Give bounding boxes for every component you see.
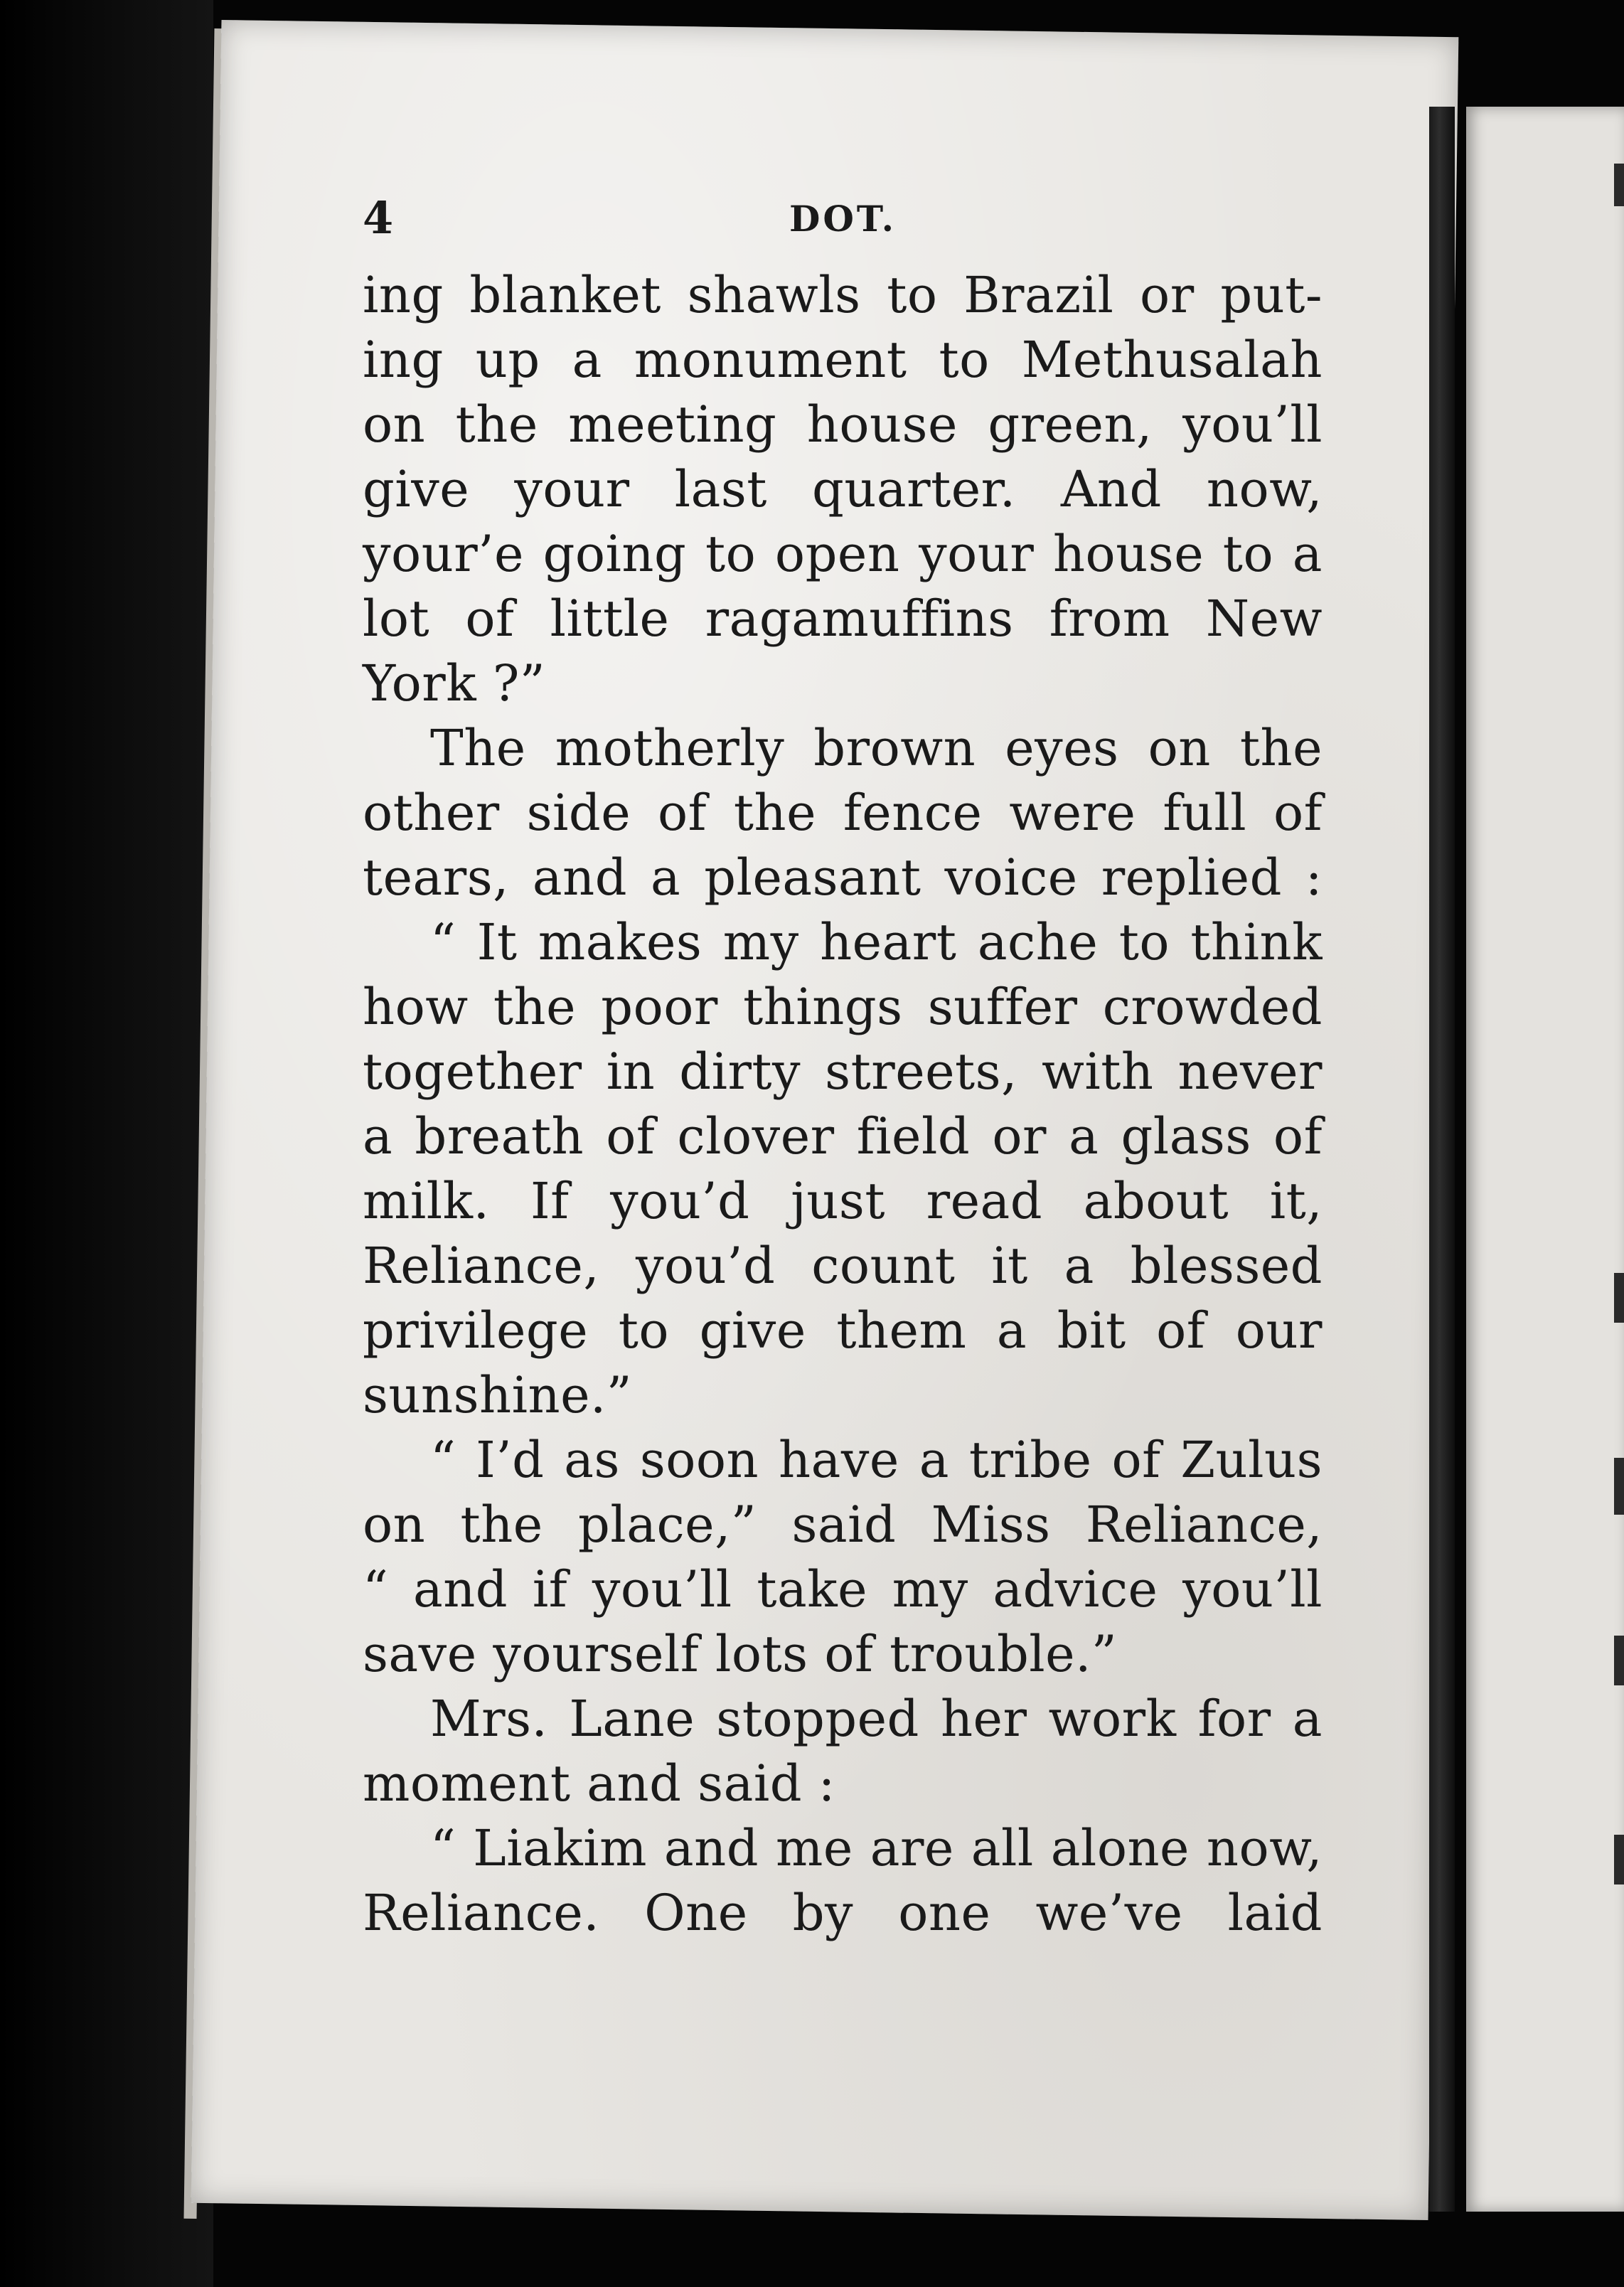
text-line: tears, and a pleasant voice replied : — [363, 848, 1323, 907]
left-edge-shadow — [0, 0, 213, 2287]
text-line: “ and if you’ll take my advice you’ll — [363, 1560, 1323, 1619]
text-line: other side of the fence were full of — [363, 784, 1323, 842]
text-line: a breath of clover field or a glass of — [363, 1107, 1323, 1166]
facing-page-mark — [1614, 1273, 1624, 1323]
text-line: together in dirty streets, with never — [363, 1043, 1323, 1101]
text-line: lot of little ragamuffins from New — [363, 590, 1323, 648]
facing-page-edge — [1466, 107, 1624, 2212]
page-header — [363, 192, 1323, 263]
page-number: 4 — [363, 192, 395, 244]
text-line: privilege to give them a bit of our — [363, 1301, 1323, 1360]
text-line: The motherly brown eyes on the — [430, 719, 1323, 777]
book-spine — [1429, 107, 1455, 2212]
text-line: sunshine.” — [363, 1366, 633, 1424]
text-line: how the poor things suffer crowded — [363, 978, 1323, 1036]
text-line: York ?” — [363, 654, 546, 713]
text-line: Mrs. Lane stopped her work for a — [430, 1690, 1323, 1748]
facing-page-mark — [1614, 1636, 1624, 1685]
facing-page-mark — [1614, 1458, 1624, 1515]
text-line: Reliance, you’d count it a blessed — [363, 1237, 1323, 1295]
text-line: moment and said : — [363, 1754, 835, 1813]
facing-page-mark — [1614, 1835, 1624, 1884]
running-head: DOT. — [789, 198, 897, 240]
text-line: “ It makes my heart ache to think — [430, 913, 1323, 971]
text-line: ing blanket shawls to Brazil or put- — [363, 266, 1323, 324]
text-line: your’e going to open your house to a — [363, 525, 1323, 583]
body-text — [363, 263, 1323, 1946]
text-line: give your last quarter. And now, — [363, 460, 1323, 518]
text-line: “ I’d as soon have a tribe of Zulus — [430, 1431, 1323, 1489]
text-line: on the meeting house green, you’ll — [363, 395, 1323, 454]
text-line: “ Liakim and me are all alone now, — [430, 1819, 1323, 1877]
facing-page-mark — [1614, 164, 1624, 206]
text-line: save yourself lots of trouble.” — [363, 1625, 1118, 1683]
page-content — [363, 192, 1323, 1946]
text-line: on the place,” said Miss Reliance, — [363, 1496, 1323, 1554]
text-line: Reliance. One by one we’ve laid — [363, 1884, 1323, 1942]
text-line: milk. If you’d just read about it, — [363, 1172, 1323, 1230]
text-line: ing up a monument to Methusalah — [363, 331, 1323, 389]
